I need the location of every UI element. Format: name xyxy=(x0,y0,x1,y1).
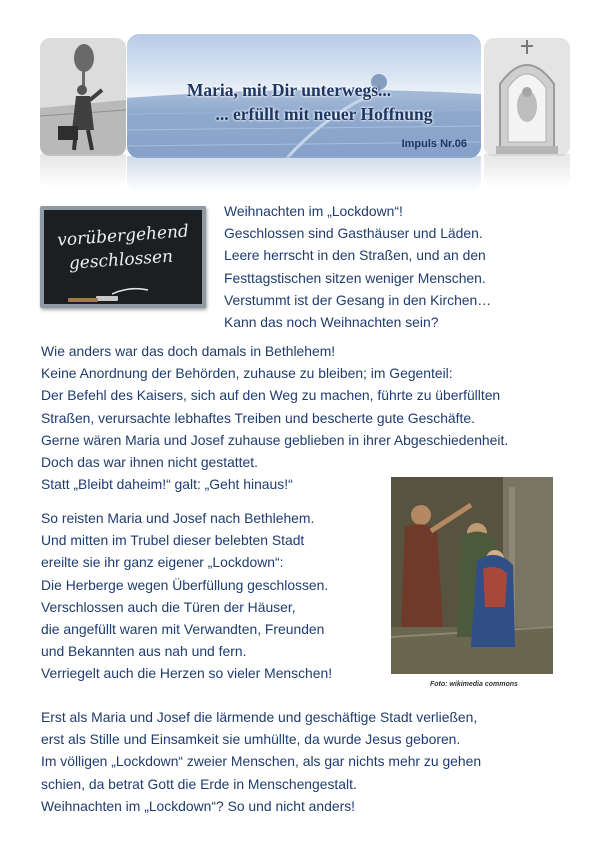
banner-reflection xyxy=(127,156,481,192)
banner-title-line1: Maria, mit Dir unterwegs... xyxy=(186,80,392,100)
paragraph-bethlehem xyxy=(41,340,508,495)
banner-title-line2: ... erfüllt mit neuer Hoffnung xyxy=(215,104,433,124)
chalkboard-line2: geschlossen xyxy=(68,246,174,274)
chalk-piece xyxy=(96,296,118,301)
text-line: Geschlossen sind Gasthäuser und Läden. xyxy=(224,225,483,242)
text-line: Verriegelt auch die Herzen so vieler Menschen! xyxy=(41,665,333,682)
chalkboard-line1: vorübergehend xyxy=(56,221,190,251)
chalkboard-image xyxy=(40,206,206,308)
text-line: Im völligen „Lockdown“ zweier Menschen, als gar nichts mehr zu gehen xyxy=(41,753,482,770)
paragraph-journey xyxy=(41,507,332,685)
text-line: Verstummt ist der Gesang in den Kirchen… xyxy=(224,291,492,308)
mary-joseph-painting xyxy=(391,477,553,674)
photo-caption: Foto: wikimedia commons xyxy=(430,681,518,688)
text-line: So reisten Maria und Josef nach Bethlehem. xyxy=(41,510,315,526)
text-line: Verschlossen auch die Türen der Häuser, xyxy=(41,598,296,615)
intro-text xyxy=(224,200,491,333)
text-line: die angefüllt waren mit Verwandten, Freunden xyxy=(41,621,325,638)
text-line: Und mitten im Trubel dieser belebten Stadt xyxy=(41,532,305,549)
text-line: Erst als Maria und Josef die lärmende und geschäftige Stadt verließen, xyxy=(41,709,478,725)
text-line: Doch das war ihnen nicht gestattet. xyxy=(41,454,258,471)
traveller-photo xyxy=(40,38,126,156)
text-line: Gerne wären Maria und Josef zuhause geblieben in ihrer Abgeschiedenheit. xyxy=(41,431,509,448)
text-line: Weihnachten im „Lockdown“? So und nicht anders! xyxy=(41,797,356,814)
chalkboard-text xyxy=(56,219,191,276)
banner-title xyxy=(127,78,481,126)
text-line: Statt „Bleibt daheim!“ galt: „Geht hinaus!“ xyxy=(41,476,293,493)
text-line: Weihnachten im „Lockdown“! xyxy=(224,203,403,219)
text-line: erst als Stille und Einsamkeit sie umhüllte, da wurde Jesus geboren. xyxy=(41,731,461,748)
paragraph-birth xyxy=(41,706,481,817)
impuls-number: Impuls Nr.06 xyxy=(401,138,467,150)
sponge xyxy=(68,298,98,302)
text-line: Wie anders war das doch damals in Bethlehem! xyxy=(41,343,336,359)
text-line: Die Herberge wegen Überfüllung geschlossen. xyxy=(41,576,329,593)
text-line: Festtagstischen sitzen weniger Menschen. xyxy=(224,269,486,286)
text-line: Keine Anordnung der Behörden, zuhause zu bleiben; im Gegenteil: xyxy=(41,365,453,382)
text-line: Straßen, verursachte lebhaftes Treiben und bescherte gute Geschäfte. xyxy=(41,409,475,426)
shrine-photo-reflection xyxy=(484,154,570,188)
traveller-photo-reflection xyxy=(40,154,126,188)
text-line: ereilte sie ihr ganz eigener „Lockdown“: xyxy=(41,554,284,571)
text-line: Der Befehl des Kaisers, sich auf den Weg zu machen, führte zu überfüllten xyxy=(41,387,501,404)
text-line: Kann das noch Weihnachten sein? xyxy=(224,314,439,331)
text-line: und Bekannten aus nah und fern. xyxy=(41,643,247,660)
text-line: Leere herrscht in den Straßen, und an den xyxy=(224,247,486,264)
text-line: schien, da betrat Gott die Erde in Menschengestalt. xyxy=(41,775,357,792)
header-banner xyxy=(127,34,481,158)
shrine-photo xyxy=(484,38,570,156)
